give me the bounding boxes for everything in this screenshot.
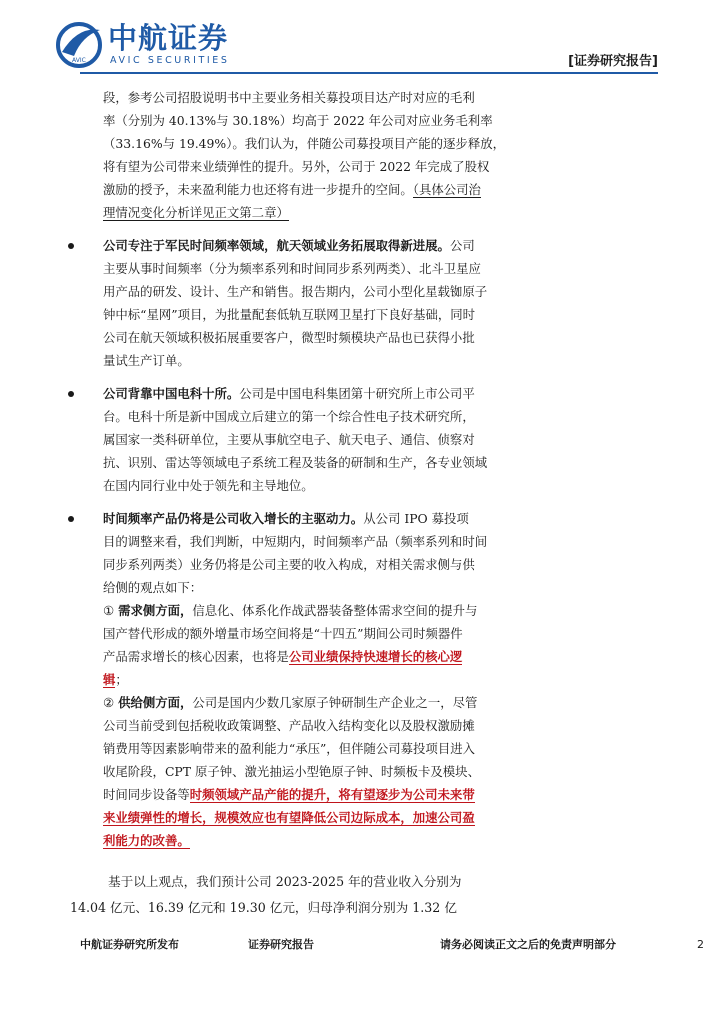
highlighted-text: 来业绩弹性的增长，规模效应也有望降低公司边际成本，加速公司盈: [103, 810, 475, 825]
report-type-tag: [证券研究报告]: [568, 54, 658, 69]
logo-cn-text: 中航证券: [108, 21, 229, 55]
page-header: [0, 0, 724, 80]
bullet-dot-icon: [68, 243, 74, 249]
text-line: 率（分别为 40.13%与 30.18%）均高于 2022 年公司对应业务毛利率: [103, 113, 493, 128]
bullet-dot-icon: [68, 516, 74, 522]
highlighted-text: 公司业绩保持快速增长的核心逻: [288, 649, 463, 664]
svg-text:AVIC: AVIC: [72, 57, 86, 64]
report-body: [70, 86, 505, 921]
highlighted-text: 辑: [103, 672, 116, 687]
text-line: （33.16%与 19.49%）。我们认为，伴随公司募投项目产能的逐步释放，: [103, 136, 505, 151]
continuation-block: [86, 86, 505, 224]
logo-en-text: AVIC SECURITIES: [110, 55, 230, 66]
bullet-item: 时间频率产品仍将是公司收入增长的主驱动力。从公司 IPO 募投项 目的调整来看，我们判断，中短期内，时间频率产品（频率系列和时间 同步系列两类）业务仍将是公司主要的收入构成，对相关需求侧与供 给侧的观点如下： ① 需求侧方面，信息化、体系化作战武器装备整体需求空间的提升与 国产替代形成的额外增量市场空间将是“十四五”期间公司时频器件 产品需求增长的核心因素，也将是公司业绩保持快速增长的核心逻 辑； ② 供给侧方面，公司是国内少数几家原子钟研制生产企业之一，尽管 公司当前受到包括税收政策调整、产品收入结构变化以及股权激励摊 销费用等因素影响带来的盈利能力“承压”，但伴随公司募投项目进入 收尾阶段，CPT 原子钟、激光抽运小型铯原子钟、时频板卡及模块、 时间同步设备等时频领域产品产能的提升，将有望逐步为公司未来带 来业绩弹性的增长，规模效应也有望降低公司边际成本，加速公司盈 利能力的改善。: [86, 507, 494, 852]
highlighted-text: 利能力的改善。: [103, 833, 190, 848]
footer-publisher: 中航证券研究所发布: [80, 938, 179, 951]
page-number: 2: [697, 938, 704, 951]
highlighted-text: 时频领域产品产能的提升，将有望逐步为公司未来带: [189, 787, 475, 802]
footer-report-type: 证券研究报告: [248, 938, 314, 951]
demand-side-point: ① 需求侧方面，信息化、体系化作战武器装备整体需求空间的提升与: [103, 603, 478, 618]
footer-disclaimer: 请务必阅读正文之后的免责声明部分: [440, 938, 616, 951]
supply-side-point: ② 供给侧方面，公司是国内少数几家原子钟研制生产企业之一，尽管: [103, 695, 478, 710]
chapter-reference: （具体公司治: [412, 182, 481, 197]
avic-logo-icon: [56, 22, 102, 68]
text-line: [103, 201, 494, 224]
avic-logo: [56, 22, 256, 70]
chapter-reference: 理情况变化分析详见正文第二章）: [103, 205, 289, 220]
text-line: 段，参考公司招股说明书中主要业务相关募投项目达产时对应的毛利: [103, 90, 475, 105]
text-line: 激励的授予，未来盈利能力也还将有进一步提升的空间。（具体公司治: [103, 182, 481, 197]
bullet-dot-icon: [68, 391, 74, 397]
text-line: 将有望为公司带来业绩弹性的提升。另外，公司于 2022 年完成了股权: [103, 159, 490, 174]
forecast-paragraph: 基于以上观点，我们预计公司 2023-2025 年的营业收入分别为 14.04 亿元、16.39 亿元和 19.30 亿元，归母净利润分别为 1.32 亿: [70, 874, 462, 915]
bullet-item: 公司专注于军民时间频率领域，航天领域业务拓展取得新进展。公司 主要从事时间频率（分为频率系列和时间同步系列两类）、北斗卫星应 用产品的研发、设计、生产和销售。报告期内，公司小型化星载铷原子 钟中标“星网”项目，为批量配套低轨互联网卫星打下良好基础，同时 公司在航天领域积极拓展重要客户，微型时频模块产品也已获得小批 量试生产订单。: [86, 234, 494, 372]
header-rule: [80, 72, 658, 74]
bullet-item: 公司背靠中国电科十所。公司是中国电科集团第十研究所上市公司平 台。电科十所是新中国成立后建立的第一个综合性电子技术研究所， 属国家一类科研单位，主要从事航空电子、航天电子、通信、侦察对 抗、识别、雷达等领域电子系统工程及装备的研制和生产，各专业领域 在国内同行业中处于领先和主导地位。: [86, 382, 494, 497]
